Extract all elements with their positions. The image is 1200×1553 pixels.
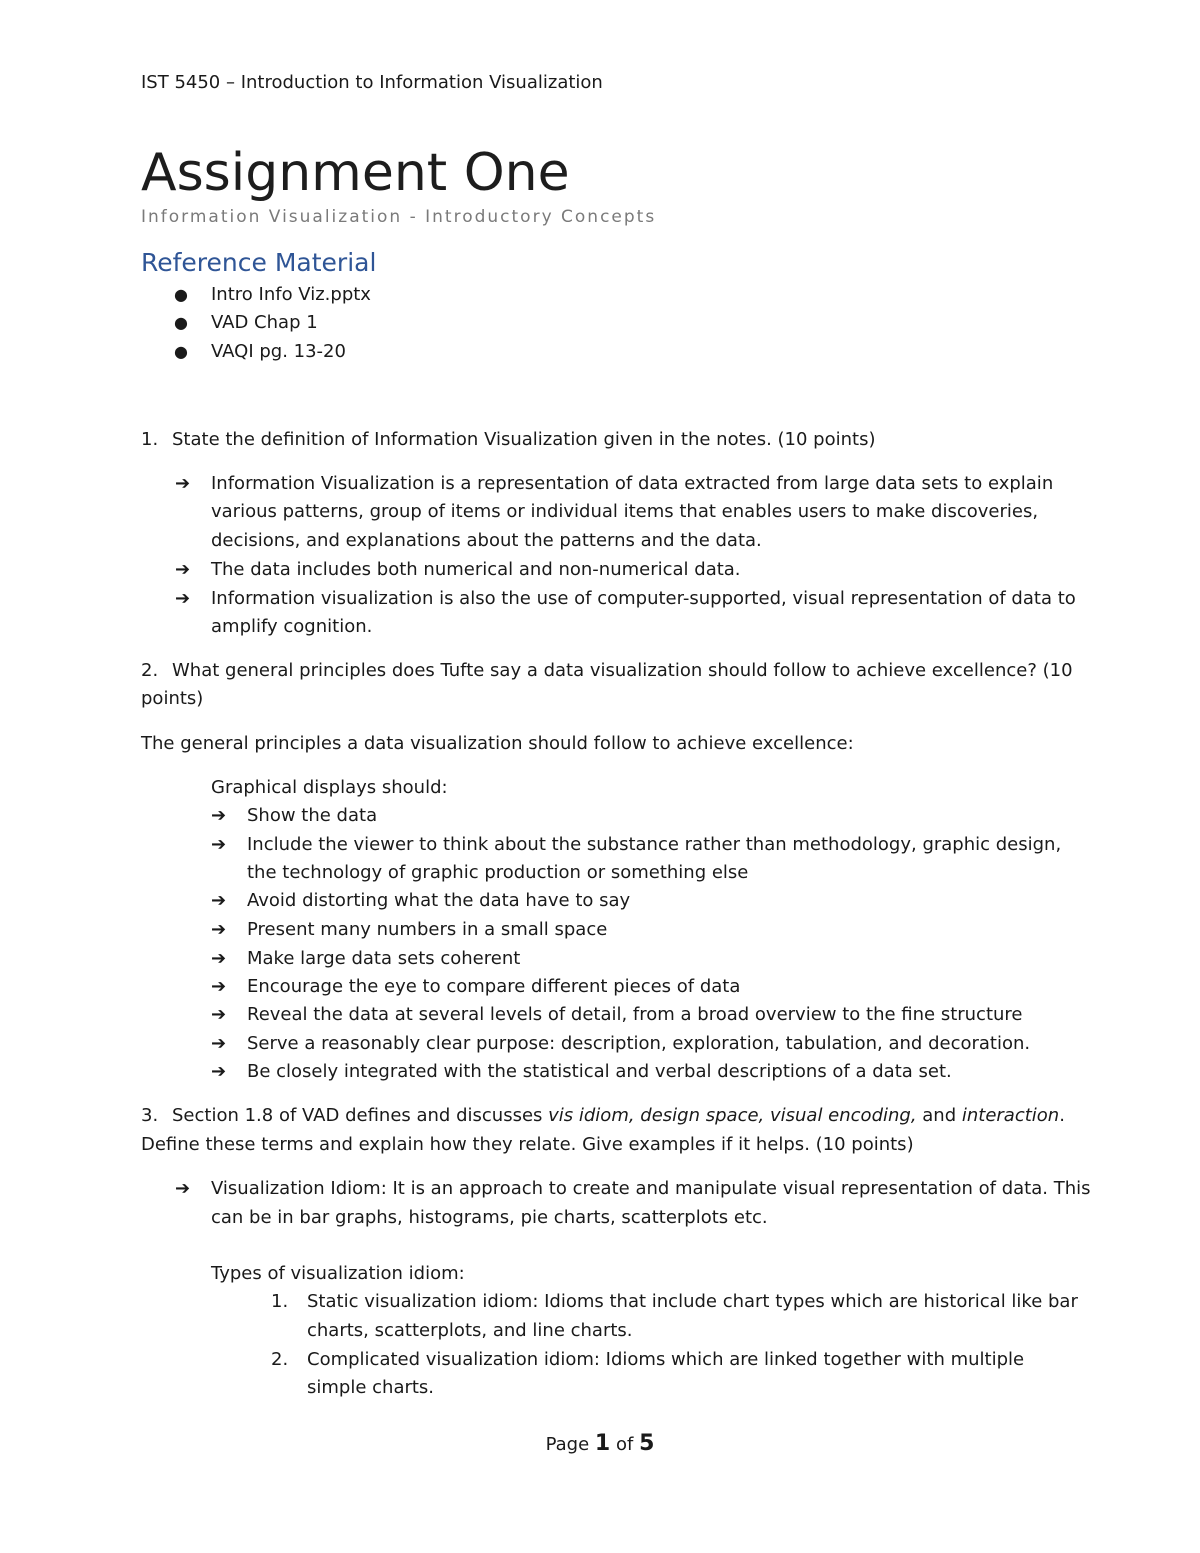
principle-item: Include the viewer to think about the substance rather than methodology, graphic design, bbox=[247, 834, 1062, 855]
page-number: 1 bbox=[594, 1431, 611, 1456]
answer-intro: The general principles a data visualization should follow to achieve excellence: bbox=[141, 733, 854, 754]
principle-item: Reveal the data at several levels of detail, from a broad overview to the fine structure bbox=[247, 1004, 1023, 1025]
reference-heading: Reference Material bbox=[141, 248, 377, 277]
answer-line: various patterns, group of items or individual items that enables users to make discoveries, bbox=[211, 501, 1039, 522]
q3-term: interaction bbox=[961, 1105, 1060, 1126]
page-total: 5 bbox=[639, 1431, 655, 1456]
reference-item: Intro Info Viz.pptx bbox=[211, 284, 371, 305]
arrow-right-icon: ➔ bbox=[211, 1061, 227, 1082]
question-3-line: Define these terms and explain how they relate. Give examples if it helps. (10 points) bbox=[141, 1134, 914, 1155]
arrow-right-icon: ➔ bbox=[211, 976, 227, 997]
question-2-line: points) bbox=[141, 688, 204, 709]
principle-item: Present many numbers in a small space bbox=[247, 919, 608, 940]
arrow-right-icon: ➔ bbox=[175, 588, 191, 609]
reference-item: VAD Chap 1 bbox=[211, 312, 318, 333]
answer-line: The data includes both numerical and non-numerical data. bbox=[211, 559, 741, 580]
question-number: 3. bbox=[141, 1105, 159, 1126]
answer-line: Visualization Idiom: It is an approach to create and manipulate visual representation of data. This bbox=[211, 1178, 1091, 1199]
page-subtitle: Information Visualization - Introductory Concepts bbox=[141, 207, 657, 227]
answer-line: decisions, and explanations about the patterns and the data. bbox=[211, 530, 762, 551]
question-number: 2. bbox=[141, 660, 159, 681]
principle-item: Make large data sets coherent bbox=[247, 948, 521, 969]
q3-text: . bbox=[1059, 1105, 1065, 1126]
idiom-type-line: simple charts. bbox=[307, 1377, 435, 1398]
question-number: 1. bbox=[141, 429, 159, 450]
arrow-right-icon: ➔ bbox=[175, 473, 191, 494]
arrow-right-icon: ➔ bbox=[175, 1178, 191, 1199]
arrow-right-icon: ➔ bbox=[211, 890, 227, 911]
arrow-right-icon: ➔ bbox=[211, 948, 227, 969]
principle-item: Serve a reasonably clear purpose: description, exploration, tabulation, and decoration. bbox=[247, 1033, 1031, 1054]
arrow-right-icon: ➔ bbox=[211, 1033, 227, 1054]
page-title: Assignment One bbox=[141, 143, 570, 203]
answer-line: can be in bar graphs, histograms, pie charts, scatterplots etc. bbox=[211, 1207, 768, 1228]
page-footer bbox=[0, 1430, 1200, 1459]
question-1-text: State the definition of Information Visualization given in the notes. (10 points) bbox=[172, 429, 876, 450]
answer-line: amplify cognition. bbox=[211, 616, 373, 637]
q3-text: and bbox=[916, 1105, 962, 1126]
list-number: 2. bbox=[271, 1349, 289, 1370]
principle-item: Show the data bbox=[247, 805, 378, 826]
arrow-right-icon: ➔ bbox=[175, 559, 191, 580]
principle-item: the technology of graphic production or something else bbox=[247, 862, 749, 883]
question-2-line: What general principles does Tufte say a data visualization should follow to achieve excellence? (10 bbox=[172, 660, 1073, 681]
bullet-icon: ● bbox=[174, 285, 188, 304]
answer-lead: Types of visualization idiom: bbox=[211, 1263, 465, 1284]
page-word: Page bbox=[545, 1434, 590, 1455]
answer-line: Information visualization is also the use of computer-supported, visual representation of data to bbox=[211, 588, 1076, 609]
question-3-line bbox=[172, 1102, 1065, 1130]
principle-item: Be closely integrated with the statistical and verbal descriptions of a data set. bbox=[247, 1061, 952, 1082]
idiom-type-line: Static visualization idiom: Idioms that include chart types which are historical like bar bbox=[307, 1291, 1078, 1312]
idiom-type-line: Complicated visualization idiom: Idioms which are linked together with multiple bbox=[307, 1349, 1025, 1370]
principle-item: Avoid distorting what the data have to say bbox=[247, 890, 631, 911]
arrow-right-icon: ➔ bbox=[211, 805, 227, 826]
answer-lead: Graphical displays should: bbox=[211, 777, 448, 798]
reference-item: VAQI pg. 13-20 bbox=[211, 341, 346, 362]
answer-line: Information Visualization is a representation of data extracted from large data sets to explain bbox=[211, 473, 1054, 494]
q3-terms: vis idiom, design space, visual encoding, bbox=[548, 1105, 917, 1126]
bullet-icon: ● bbox=[174, 342, 188, 361]
arrow-right-icon: ➔ bbox=[211, 1004, 227, 1025]
arrow-right-icon: ➔ bbox=[211, 834, 227, 855]
document-header: IST 5450 – Introduction to Information Visualization bbox=[141, 72, 603, 93]
bullet-icon: ● bbox=[174, 313, 188, 332]
idiom-type-line: charts, scatterplots, and line charts. bbox=[307, 1320, 633, 1341]
arrow-right-icon: ➔ bbox=[211, 919, 227, 940]
q3-text: Section 1.8 of VAD defines and discusses bbox=[172, 1105, 549, 1126]
of-word: of bbox=[615, 1434, 634, 1455]
list-number: 1. bbox=[271, 1291, 289, 1312]
principle-item: Encourage the eye to compare different pieces of data bbox=[247, 976, 741, 997]
